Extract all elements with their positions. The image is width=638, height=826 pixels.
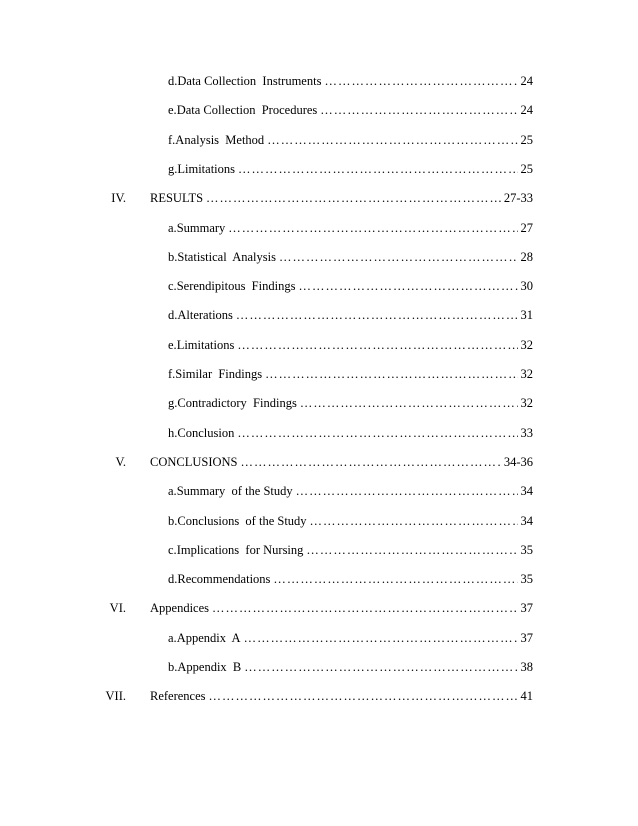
- toc-leader-dots: [296, 482, 518, 500]
- toc-subsection-entry: [168, 160, 533, 178]
- toc-leader-dots: [279, 248, 518, 266]
- toc-subsection-entry: [168, 658, 533, 676]
- toc-subsection-entry: [168, 394, 533, 412]
- toc-subsection-letter: a.: [168, 484, 177, 499]
- toc-page-number: 27-33: [503, 191, 533, 206]
- toc-page-number: 35: [520, 572, 533, 587]
- toc-leader-dots: [267, 131, 517, 149]
- toc-subsection-entry: [168, 219, 533, 237]
- toc-entry-title: RESULTS: [150, 191, 204, 206]
- toc-section-number: VI.: [109, 601, 126, 616]
- toc-entry-title: Conclusion: [177, 425, 235, 440]
- toc-page-number: 32: [520, 337, 533, 352]
- toc-subsection-entry: [168, 629, 533, 647]
- toc-entry-title: Summary of the Study: [176, 484, 293, 499]
- toc-section-entry: [109, 599, 533, 617]
- toc-page-number: 37: [520, 630, 533, 645]
- toc-section-number: IV.: [111, 191, 126, 206]
- toc-entry-title: Appendix B: [177, 660, 242, 674]
- toc-subsection-letter: e.: [168, 337, 177, 352]
- toc-subsection-letter: g.: [168, 161, 178, 176]
- toc-subsection-entry: [168, 570, 533, 588]
- toc-page-number: 32: [520, 396, 533, 411]
- toc-leader-dots: [212, 599, 517, 617]
- toc-page-number: 33: [520, 425, 533, 440]
- toc-leader-dots: [310, 512, 518, 530]
- toc-subsection-entry: [168, 541, 533, 559]
- toc-subsection-letter: f.: [168, 132, 176, 147]
- toc-page-number: 24: [520, 103, 533, 118]
- toc-entry-title: Limitations: [177, 161, 236, 176]
- toc-subsection-entry: [168, 101, 533, 119]
- toc-leader-dots: [241, 453, 501, 471]
- toc-leader-dots: [273, 570, 517, 588]
- toc-subsection-entry: [168, 424, 533, 442]
- toc-page-number: 31: [520, 308, 533, 323]
- toc-page-number: 34: [520, 484, 533, 499]
- toc-page-number: 28: [520, 249, 533, 264]
- toc-section-entry: [115, 453, 533, 471]
- toc-subsection-entry: [168, 365, 533, 383]
- toc-subsection-letter: h.: [168, 425, 178, 440]
- toc-page-number: 30: [520, 279, 533, 294]
- toc-subsection-letter: b.: [168, 249, 178, 264]
- toc-subsection-entry: [168, 306, 533, 324]
- toc-entry-title: Data Collection Instruments: [177, 74, 322, 88]
- toc-subsection-letter: c.: [168, 542, 177, 557]
- toc-leader-dots: [300, 394, 518, 412]
- toc-subsection-letter: a.: [168, 220, 177, 235]
- toc-leader-dots: [237, 336, 517, 354]
- toc-subsection-entry: [168, 72, 533, 90]
- toc-entry-title: Analysis Method: [175, 132, 265, 147]
- toc-section-number: V.: [115, 454, 126, 469]
- toc-subsection-entry: [168, 512, 533, 530]
- toc-leader-dots: [228, 219, 517, 237]
- toc-page-number: 27: [520, 220, 533, 235]
- toc-entry-title: Data Collection Procedures: [176, 103, 318, 118]
- toc-subsection-letter: e.: [168, 103, 177, 118]
- toc-subsection-letter: d.: [168, 74, 178, 88]
- toc-leader-dots: [298, 277, 517, 295]
- toc-page-number: 35: [520, 542, 533, 557]
- toc-page-number: 37: [520, 601, 533, 616]
- toc-section-entry: [105, 687, 533, 705]
- toc-leader-dots: [236, 306, 518, 324]
- toc-entry-title: References: [150, 689, 206, 704]
- toc-entry-title: Conclusions of the Study: [177, 513, 307, 528]
- toc-subsection-entry: [168, 336, 533, 354]
- toc-page-number: 41: [520, 689, 533, 704]
- toc-section-entry: [111, 189, 533, 207]
- toc-page-number: 24: [520, 74, 533, 88]
- toc-entry-title: Implications for Nursing: [176, 542, 304, 557]
- toc-entry-title: Alterations: [177, 308, 233, 323]
- toc-subsection-entry: [168, 131, 533, 149]
- toc-entry-title: Statistical Analysis: [177, 249, 276, 264]
- toc-leader-dots: [265, 365, 517, 383]
- toc-page-number: 32: [520, 367, 533, 381]
- toc-subsection-entry: [168, 482, 533, 500]
- toc-entry-title: Summary: [176, 220, 226, 235]
- toc-subsection-letter: a.: [168, 630, 177, 645]
- toc-leader-dots: [244, 658, 517, 676]
- toc-entry-title: Appendices: [150, 601, 210, 616]
- toc-leader-dots: [320, 101, 517, 119]
- toc-subsection-letter: d.: [168, 572, 178, 587]
- toc-entry-title: CONCLUSIONS: [150, 454, 238, 469]
- toc-page-number: 25: [520, 161, 533, 176]
- toc-entry-title: Recommendations: [177, 572, 271, 587]
- toc-leader-dots: [238, 160, 517, 178]
- toc-subsection-entry: [168, 248, 533, 266]
- toc-leader-dots: [206, 189, 501, 207]
- toc-page-number: 38: [520, 660, 533, 674]
- toc-subsection-letter: b.: [168, 660, 178, 674]
- toc-entry-title: Serendipitous Findings: [176, 279, 296, 294]
- toc-subsection-letter: c.: [168, 279, 177, 294]
- toc-entry-title: Contradictory Findings: [177, 396, 297, 411]
- toc-subsection-entry: [168, 277, 533, 295]
- toc-section-number: VII.: [105, 689, 126, 704]
- toc-page-number: 25: [520, 132, 533, 147]
- toc-subsection-letter: g.: [168, 396, 178, 411]
- toc-subsection-letter: b.: [168, 513, 178, 528]
- toc-leader-dots: [244, 629, 518, 647]
- toc-leader-dots: [209, 687, 518, 705]
- toc-subsection-letter: f.: [168, 367, 176, 381]
- toc-leader-dots: [306, 541, 517, 559]
- toc-subsection-letter: d.: [168, 308, 178, 323]
- toc-entry-title: Limitations: [176, 337, 235, 352]
- toc-entry-title: Appendix A: [176, 630, 241, 645]
- toc-entry-title: Similar Findings: [175, 367, 263, 381]
- toc-leader-dots: [237, 424, 517, 442]
- toc-page-number: 34: [520, 513, 533, 528]
- toc-page-number: 34-36: [503, 454, 533, 469]
- toc-leader-dots: [324, 72, 517, 90]
